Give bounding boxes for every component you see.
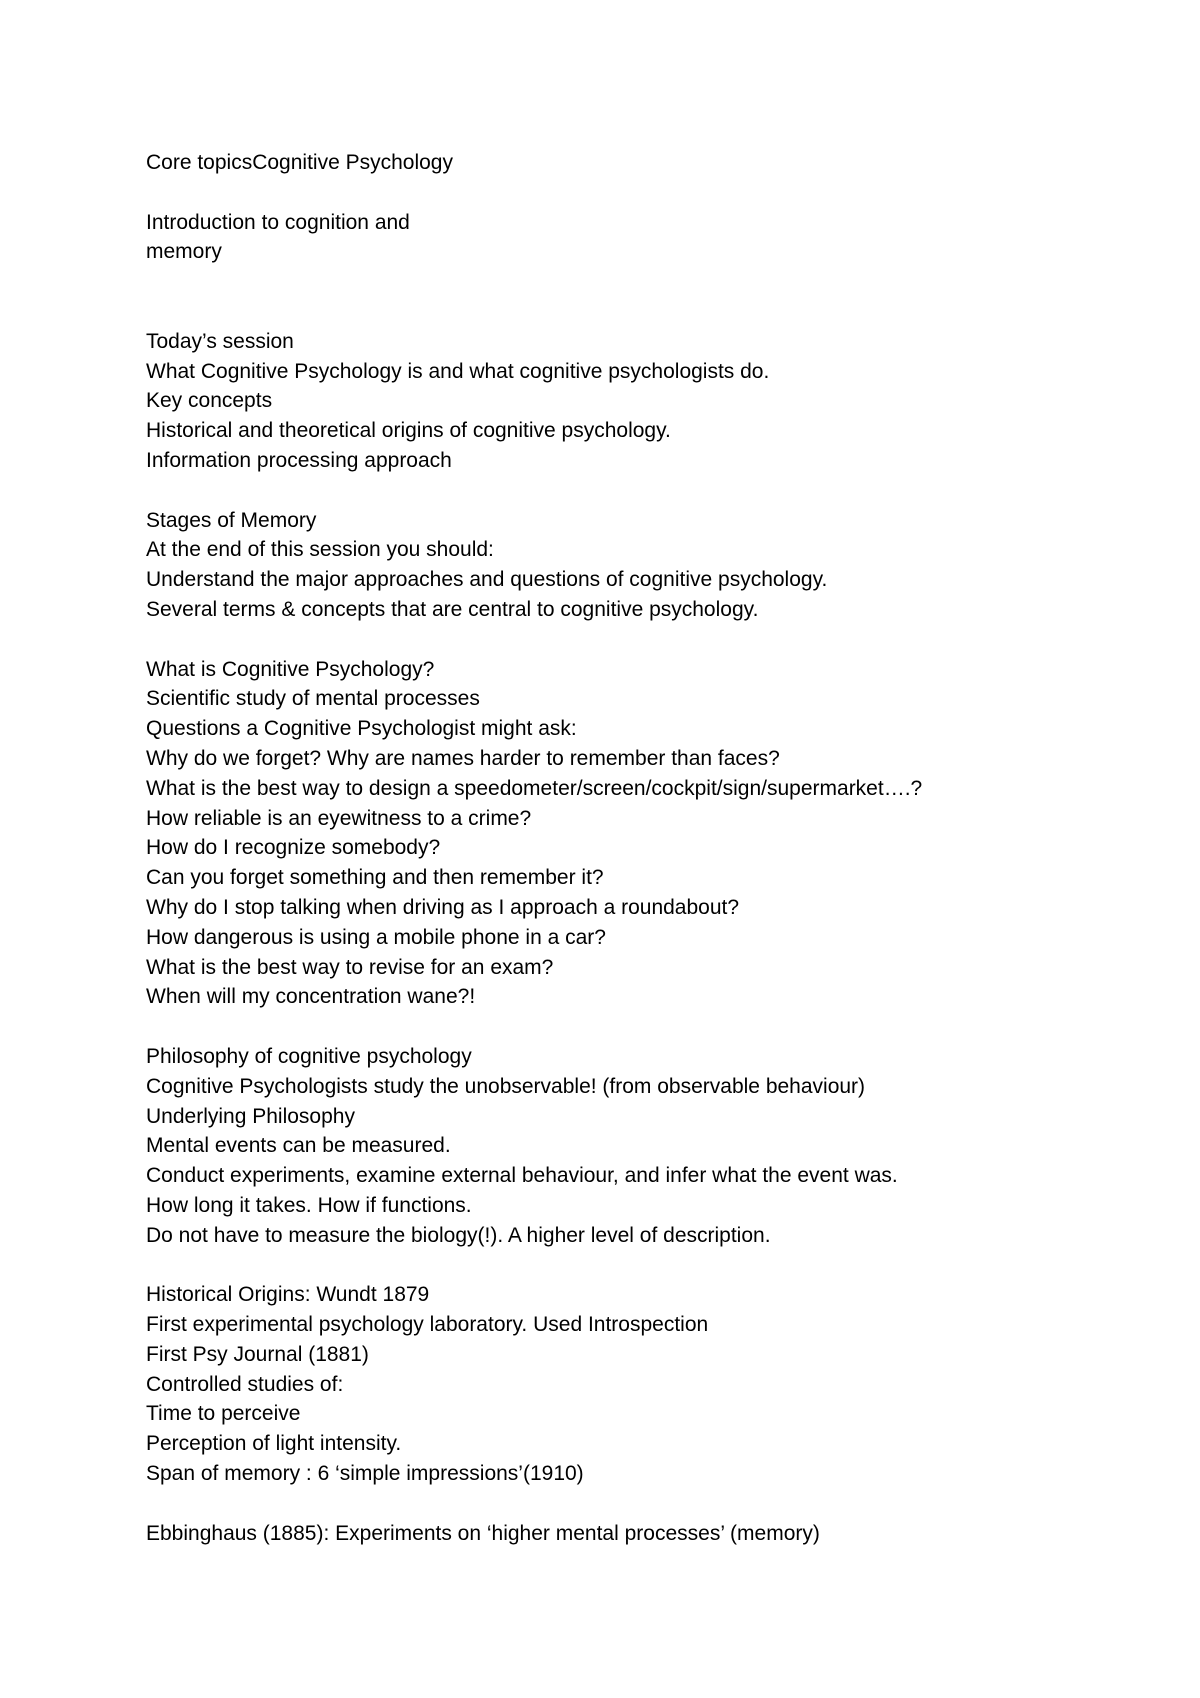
text-line: Historical and theoretical origins of cognitive psychology. <box>146 419 671 443</box>
section-heading: Philosophy of cognitive psychology <box>146 1044 472 1068</box>
text-line: Underlying Philosophy <box>146 1104 355 1128</box>
text-line: How dangerous is using a mobile phone in a car? <box>146 925 606 949</box>
text-line: Why do I stop talking when driving as I approach a roundabout? <box>146 895 740 919</box>
section-historical-origins <box>146 1280 1146 1489</box>
text-line: Information processing approach <box>146 448 452 472</box>
spacer <box>146 625 1146 655</box>
text-line: Perception of light intensity. <box>146 1432 402 1456</box>
text-line: Controlled studies of: <box>146 1372 344 1396</box>
text-line: Cognitive Psychologists study the unobservable! (from observable behaviour) <box>146 1074 866 1098</box>
text-line: Key concepts <box>146 389 273 413</box>
text-line: Why do we forget? Why are names harder to remember than faces? <box>146 746 780 770</box>
text-line: When will my concentration wane?! <box>146 985 476 1009</box>
section-ebbinghaus <box>146 1519 1146 1549</box>
spacer <box>146 1012 1146 1042</box>
spacer <box>146 1250 1146 1280</box>
text-line: Understand the major approaches and questions of cognitive psychology. <box>146 568 828 592</box>
section-stages-of-memory <box>146 506 1146 625</box>
section-heading: What is Cognitive Psychology? <box>146 657 435 681</box>
section-heading: Historical Origins: Wundt 1879 <box>146 1283 430 1307</box>
text-line: At the end of this session you should: <box>146 538 494 562</box>
spacer <box>146 267 1146 327</box>
spacer <box>146 476 1146 506</box>
section-heading: Today’s session <box>146 329 294 353</box>
section-what-is-cognitive-psychology <box>146 655 1146 1013</box>
text-line: Do not have to measure the biology(!). A higher level of description. <box>146 1223 771 1247</box>
text-line: Time to perceive <box>146 1402 301 1426</box>
text-line: How reliable is an eyewitness to a crime? <box>146 806 532 830</box>
subtitle-line: Introduction to cognition and <box>146 210 410 234</box>
section-philosophy <box>146 1042 1146 1251</box>
subtitle-line: memory <box>146 240 222 264</box>
document-body <box>146 148 1146 1548</box>
spacer <box>146 1489 1146 1519</box>
text-line: How long it takes. How if functions. <box>146 1193 472 1217</box>
section-todays-session <box>146 327 1146 476</box>
text-line: What is the best way to design a speedometer/screen/cockpit/sign/supermarket….? <box>146 776 923 800</box>
text-line: Scientific study of mental processes <box>146 687 480 711</box>
document-title: Core topicsCognitive Psychology <box>146 151 453 174</box>
text-line: Several terms & concepts that are central to cognitive psychology. <box>146 597 759 621</box>
text-line: Span of memory : 6 ‘simple impressions’(1910) <box>146 1462 584 1486</box>
text-line: First Psy Journal (1881) <box>146 1342 369 1366</box>
text-line: What is the best way to revise for an exam? <box>146 955 554 979</box>
spacer <box>146 178 1146 208</box>
text-line: Questions a Cognitive Psychologist might ask: <box>146 717 577 741</box>
text-line: Conduct experiments, examine external behaviour, and infer what the event was. <box>146 1164 898 1188</box>
section-heading: Ebbinghaus (1885): Experiments on ‘higher mental processes’ (memory) <box>146 1521 820 1545</box>
text-line: First experimental psychology laboratory. Used Introspection <box>146 1313 709 1337</box>
section-heading: Stages of Memory <box>146 508 317 532</box>
text-line: What Cognitive Psychology is and what cognitive psychologists do. <box>146 359 770 383</box>
text-line: Can you forget something and then remember it? <box>146 866 604 890</box>
text-line: Mental events can be measured. <box>146 1134 451 1158</box>
text-line: How do I recognize somebody? <box>146 836 441 860</box>
